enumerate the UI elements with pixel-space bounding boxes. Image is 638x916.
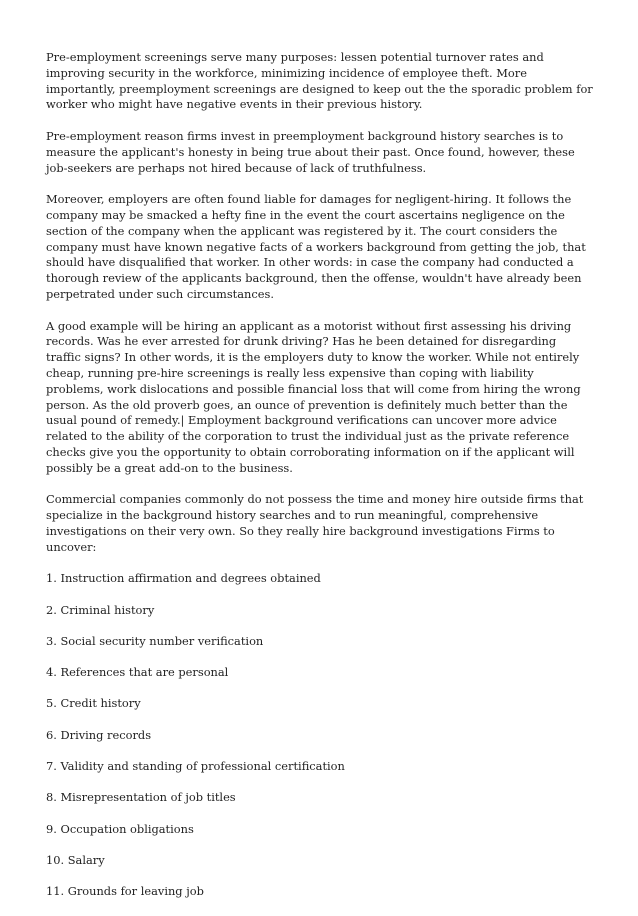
list-item: 1. Instruction affirmation and degrees obtained: [46, 571, 321, 586]
verification-list: [46, 571, 594, 915]
list-item: 5. Credit history: [46, 696, 141, 711]
list-item: 10. Salary: [46, 852, 105, 867]
list-item: 7. Validity and standing of professional certification: [46, 759, 345, 774]
paragraph-driving-example: A good example will be hiring an applicant as a motorist without first assessing his driving records. Was he ever arrested for drunk driving? Has he been detained for disregarding traffic signs? In other words, it is the employers duty to know the worker. While not entirely cheap, running pre-hire screenings is really less expensive than coping with liability problems, work dislocations and possible financial loss that will come from hiring the wrong person. As the old proverb goes, an ounce of prevention is definitely much better than the usual pound of remedy.| Employment background verifications can uncover more advice related to the ability of the corporation to trust the individual just as the private reference checks give you the opportunity to obtain corroborating information on if the applicant will possibly be a great add-on to the business.: [46, 318, 581, 475]
paragraph-negligent-hiring: Moreover, employers are often found liable for damages for negligent-hiring. It follows the company may be smacked a hefty fine in the event the court ascertains negligence on the section of the company when the applicant was registered by it. The court considers the company must have known negative facts of a workers background from getting the job, that should have disqualified that worker. In other words: in case the company had conducted a thorough review of the applicants background, then the offense, wouldn't have already been perpetrated under such circumstances.: [46, 192, 586, 301]
list-item: 11. Grounds for leaving job: [46, 884, 204, 899]
list-item: 3. Social security number verification: [46, 633, 264, 648]
paragraph-honesty: Pre-employment reason firms invest in preemployment background history searches is to measure the applicant's honesty in being true about their past. Once found, however, these job-seekers are perhaps not hired because of lack of truthfulness.: [46, 128, 575, 175]
paragraph-screening-purposes: Pre-employment screenings serve many purposes: lessen potential turnover rates and improving security in the workforce, minimizing incidence of employee theft. More importantly, preemployment screenings are designed to keep out the the sporadic problem for worker who might have negative events in their previous history.: [46, 50, 593, 112]
document-page: [46, 50, 594, 916]
list-item: 9. Occupation obligations: [46, 821, 194, 836]
list-item: 8. Misrepresentation of job titles: [46, 790, 236, 805]
list-item: 6. Driving records: [46, 727, 152, 742]
list-item: 2. Criminal history: [46, 602, 155, 617]
paragraph-commercial-companies: Commercial companies commonly do not possess the time and money hire outside firms that specialize in the background history searches and to run meaningful, comprehensive investigations on their very own. So they really hire background investigations Firms to uncover:: [46, 492, 584, 554]
list-item: 4. References that are personal: [46, 665, 229, 680]
